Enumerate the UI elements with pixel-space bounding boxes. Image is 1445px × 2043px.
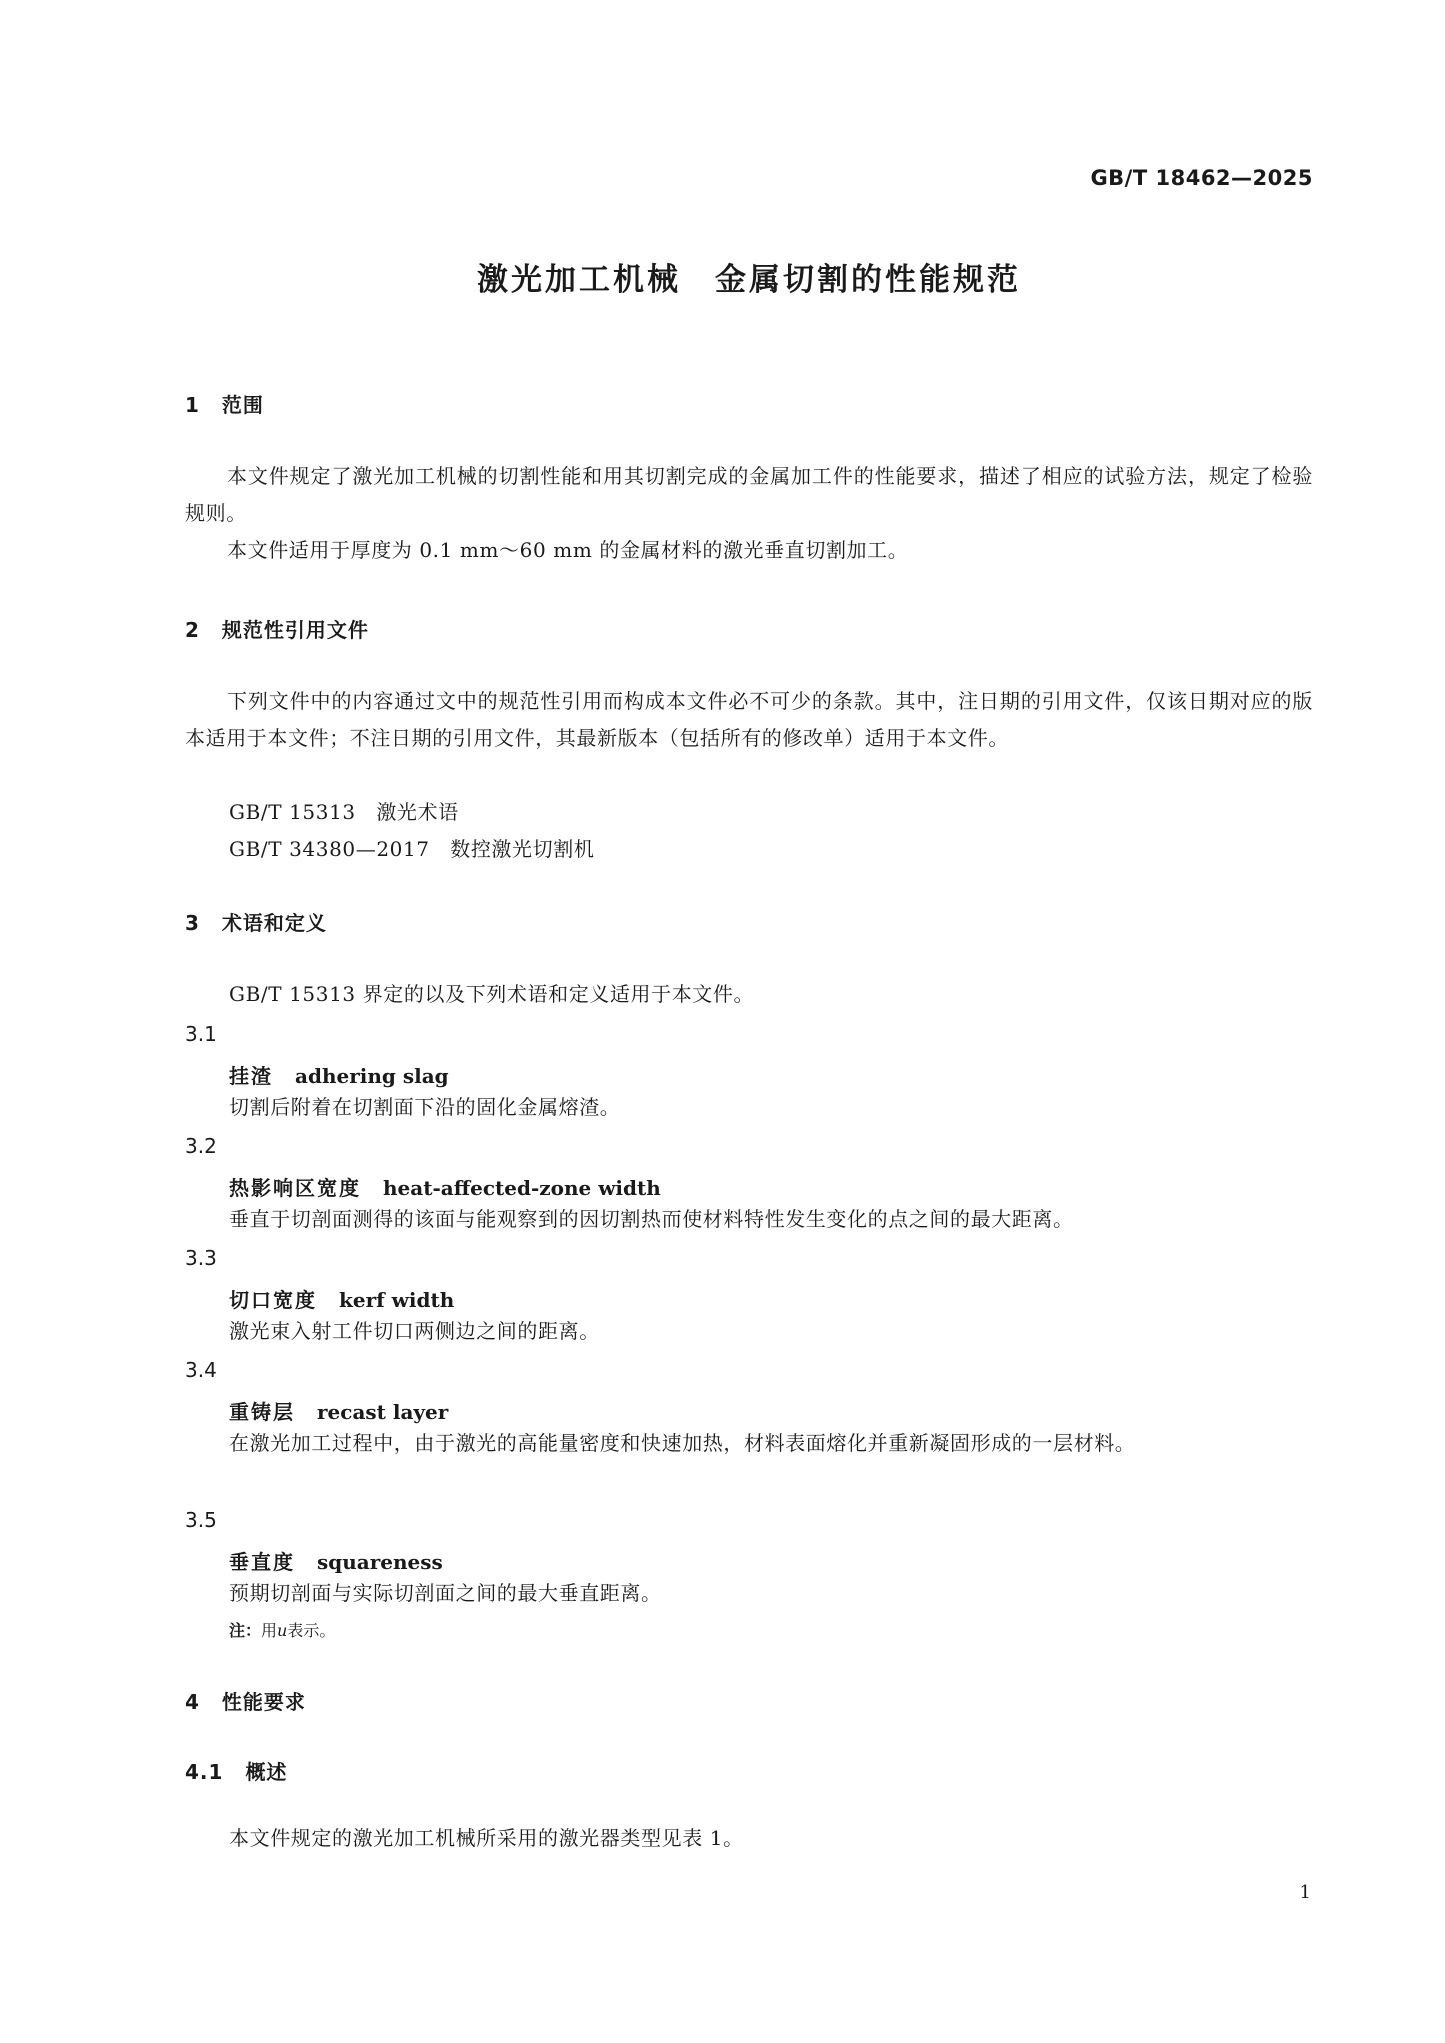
- section-number: 2: [185, 618, 200, 642]
- section-1-heading: [185, 389, 264, 418]
- term-note: [229, 1618, 335, 1641]
- section-number: 4: [185, 1690, 200, 1714]
- note-text: 表示。: [287, 1621, 336, 1640]
- term-definition: 激光束入射工件切口两侧边之间的距离。: [229, 1319, 600, 1343]
- term-zh: 挂渣: [229, 1064, 273, 1088]
- section-title: 性能要求: [221, 1690, 306, 1714]
- term-en: adhering slag: [295, 1064, 449, 1088]
- section-number: 4.1: [185, 1760, 224, 1784]
- document-page: [185, 0, 1313, 2043]
- term-heading: [229, 1396, 448, 1425]
- note-label: 注：: [229, 1621, 262, 1640]
- term-heading: [229, 1546, 443, 1575]
- document-title: 激光加工机械 金属切割的性能规范: [477, 262, 1021, 298]
- term-heading: [229, 1060, 449, 1089]
- section-3-intro: GB/T 15313 界定的以及下列术语和定义适用于本文件。: [229, 982, 755, 1006]
- term-zh: 垂直度: [229, 1550, 295, 1574]
- term-zh: 重铸层: [229, 1400, 295, 1424]
- reference-item: GB/T 34380—2017 数控激光切割机: [229, 837, 595, 861]
- section-2-paragraph-1: 下列文件中的内容通过文中的规范性引用而构成本文件必不可少的条款。其中，注日期的引用文件，仅该日期对应的版本适用于本文件；不注日期的引用文件，其最新版本（包括所有的修改单）适用于本文件。: [185, 689, 1313, 750]
- section-title: 规范性引用文件: [221, 618, 369, 642]
- note-variable: u: [277, 1621, 288, 1640]
- term-definition: 在激光加工过程中，由于激光的高能量密度和快速加热，材料表面熔化并重新凝固形成的一层材料。: [229, 1431, 1136, 1455]
- note-text: 用: [261, 1621, 278, 1640]
- subsection-4-1-paragraph: 本文件规定的激光加工机械所采用的激光器类型见表 1。: [229, 1826, 744, 1850]
- section-4-heading: [185, 1686, 306, 1715]
- term-en: recast layer: [317, 1400, 449, 1424]
- reference-item: GB/T 15313 激光术语: [229, 800, 459, 824]
- section-title: 术语和定义: [221, 911, 327, 935]
- section-1-paragraph-2: 本文件适用于厚度为 0.1 mm～60 mm 的金属材料的激光垂直切割加工。: [227, 538, 909, 562]
- term-definition: 切割后附着在切割面下沿的固化金属熔渣。: [229, 1095, 621, 1119]
- section-2-heading: [185, 614, 369, 643]
- term-heading: [229, 1172, 661, 1201]
- term-number: 3.5: [185, 1508, 217, 1532]
- term-en: kerf width: [339, 1288, 455, 1312]
- subsection-4-1-heading: [185, 1756, 287, 1785]
- term-zh: 热影响区宽度: [229, 1176, 361, 1200]
- term-en: squareness: [317, 1550, 443, 1574]
- section-3-heading: [185, 907, 327, 936]
- term-number: 3.1: [185, 1022, 217, 1046]
- term-definition: 垂直于切剖面测得的该面与能观察到的因切割热而使材料特性发生变化的点之间的最大距离。: [229, 1207, 1074, 1231]
- term-number: 3.3: [185, 1246, 217, 1270]
- section-number: 1: [185, 393, 200, 417]
- term-number: 3.2: [185, 1134, 217, 1158]
- section-title: 范围: [221, 393, 264, 417]
- page-number: 1: [1299, 1882, 1311, 1903]
- section-number: 3: [185, 911, 200, 935]
- term-en: heat-affected-zone width: [383, 1176, 661, 1200]
- term-heading: [229, 1284, 454, 1313]
- section-title: 概述: [245, 1760, 288, 1784]
- term-definition: 预期切剖面与实际切剖面之间的最大垂直距离。: [229, 1581, 662, 1605]
- term-zh: 切口宽度: [229, 1288, 317, 1312]
- standard-code: GB/T 18462—2025: [1090, 166, 1313, 190]
- section-1-paragraph-1: 本文件规定了激光加工机械的切割性能和用其切割完成的金属加工件的性能要求，描述了相应的试验方法，规定了检验规则。: [185, 464, 1313, 525]
- term-number: 3.4: [185, 1358, 217, 1382]
